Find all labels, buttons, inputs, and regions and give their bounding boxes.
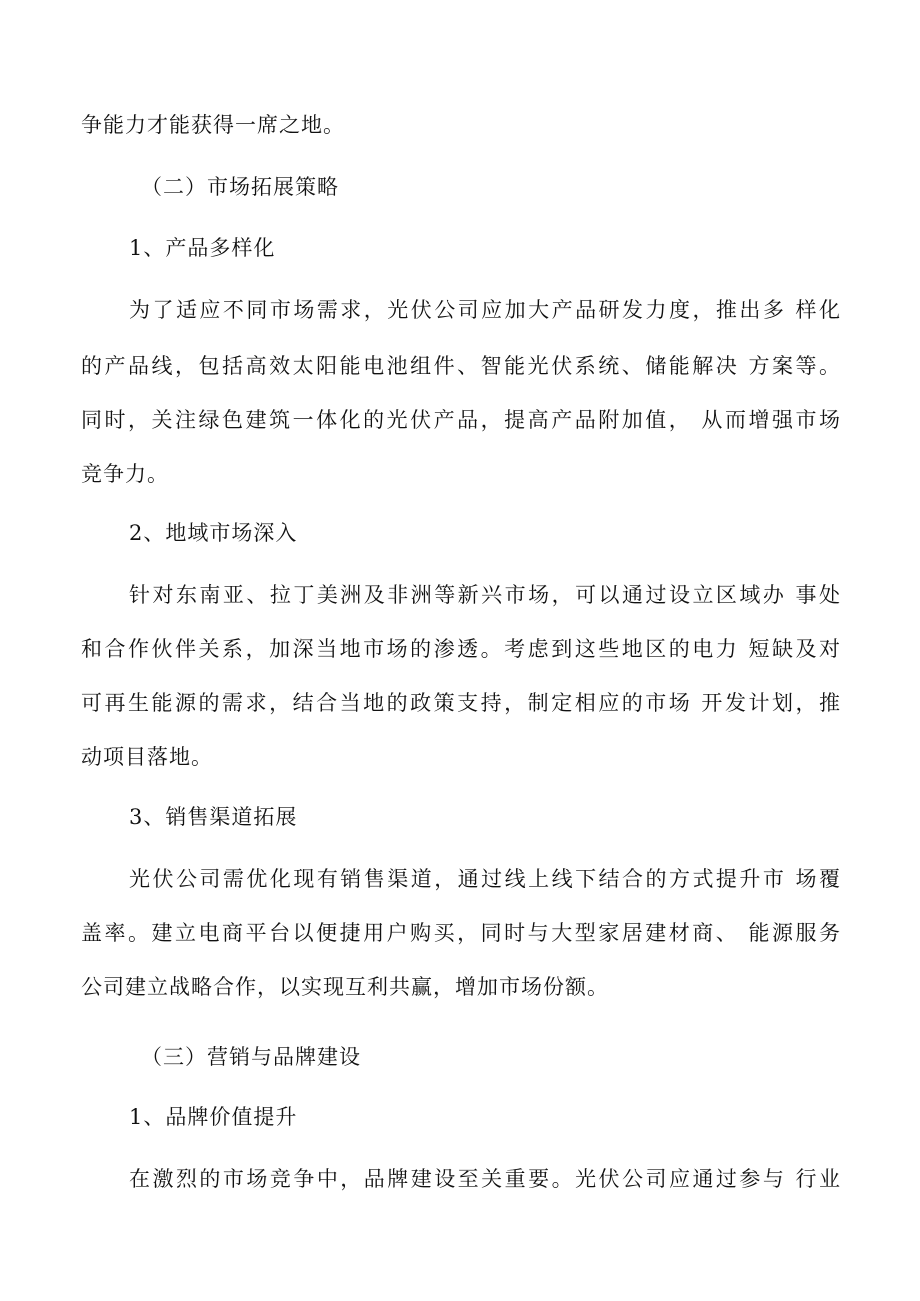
paragraph-line: 动项目落地。 xyxy=(81,745,213,769)
subsection-heading: 2、地域市场深入 xyxy=(129,521,298,545)
paragraph-line: 针对东南亚、拉丁美洲及非洲等新兴市场，可以通过设立区域办 事处 xyxy=(129,583,841,607)
paragraph-line: 可再生能源的需求，结合当地的政策支持，制定相应的市场 开发计划，推 xyxy=(81,691,841,715)
paragraph-line: 在激烈的市场竞争中，品牌建设至关重要。光伏公司应通过参与 行业 xyxy=(129,1167,841,1191)
paragraph-line: 公司建立战略合作，以实现互利共赢，增加市场份额。 xyxy=(81,975,609,999)
subsection-heading: 1、品牌价值提升 xyxy=(129,1105,298,1129)
section-heading: （三）营销与品牌建设 xyxy=(141,1045,361,1069)
paragraph-line: 为了适应不同市场需求，光伏公司应加大产品研发力度，推出多 样化 xyxy=(129,298,841,322)
subsection-heading: 3、销售渠道拓展 xyxy=(129,805,298,829)
paragraph-line: 和合作伙伴关系，加深当地市场的渗透。考虑到这些地区的电力 短缺及对 xyxy=(81,637,841,661)
section-heading: （二）市场拓展策略 xyxy=(141,175,339,199)
paragraph-line: 同时，关注绿色建筑一体化的光伏产品，提高产品附加值， 从而增强市场 xyxy=(81,408,841,432)
paragraph-line: 的产品线，包括高效太阳能电池组件、智能光伏系统、储能解决 方案等。 xyxy=(81,354,841,378)
paragraph-line: 竞争力。 xyxy=(81,462,169,486)
paragraph-line: 争能力才能获得一席之地。 xyxy=(81,113,345,137)
subsection-heading: 1、产品多样化 xyxy=(129,236,276,260)
paragraph-line: 盖率。建立电商平台以便捷用户购买，同时与大型家居建材商、 能源服务 xyxy=(81,921,841,945)
paragraph-line: 光伏公司需优化现有销售渠道，通过线上线下结合的方式提升市 场覆 xyxy=(129,867,841,891)
